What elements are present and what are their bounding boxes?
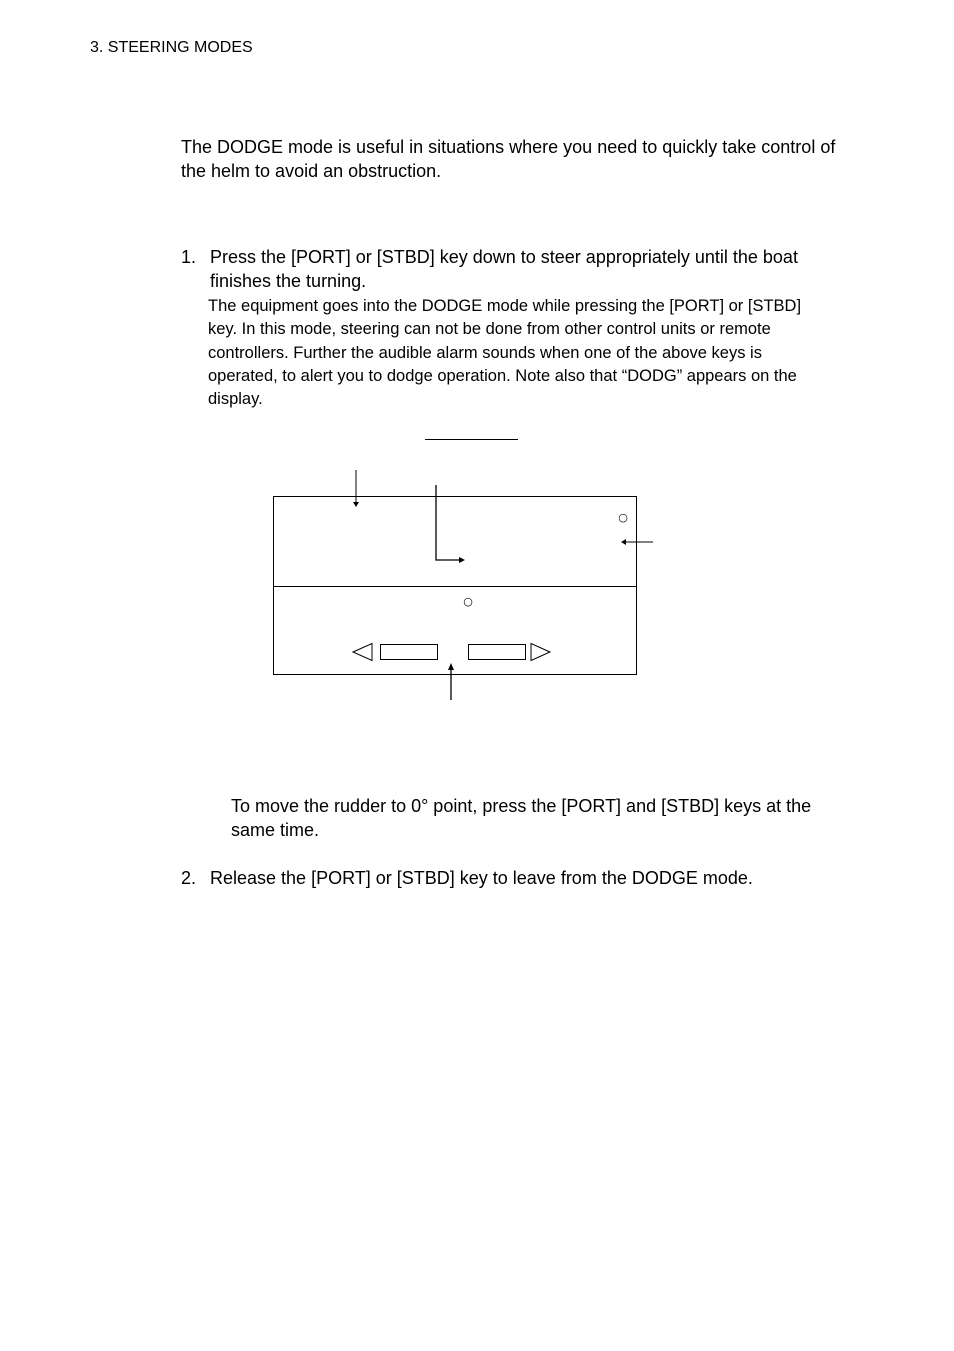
stbd-triangle-icon [531,644,550,661]
step-2-instruction: Release the [PORT] or [STBD] key to leave from the DODGE mode. [210,868,753,888]
degree-symbol-top: ○ [618,511,628,524]
step-2-number: 2. [181,868,197,888]
port-rudder-bar [381,645,438,660]
display-frame [274,497,637,675]
step-1-number: 1. [181,247,197,267]
step-1-detail: The equipment goes into the DODGE mode while pressing the [PORT] or [STBD] key. In this mode, steering can not be done from other control units or remote controllers. Further the audible alarm sounds when one of the above keys is operated, to alert you to dodge operation. Note also that “DODG” appears on the display. [208,297,802,409]
callout-arrow-up-icon [448,663,454,700]
intro-paragraph: The DODGE mode is useful in situations where you need to quickly take control of the helm to avoid an obstruction. [181,137,836,181]
page-header: 3. STEERING MODES [90,39,253,56]
degree-symbol-bottom: ○ [463,595,473,608]
step-1-instruction: Press the [PORT] or [STBD] key down to steer appropriately until the boat finishes the turning. [210,247,798,291]
stbd-rudder-bar [469,645,526,660]
port-triangle-icon [353,644,372,661]
tip-paragraph: To move the rudder to 0° point, press the [PORT] and [STBD] keys at the same time. [231,796,812,840]
callout-arrow-down-icon [353,470,359,507]
